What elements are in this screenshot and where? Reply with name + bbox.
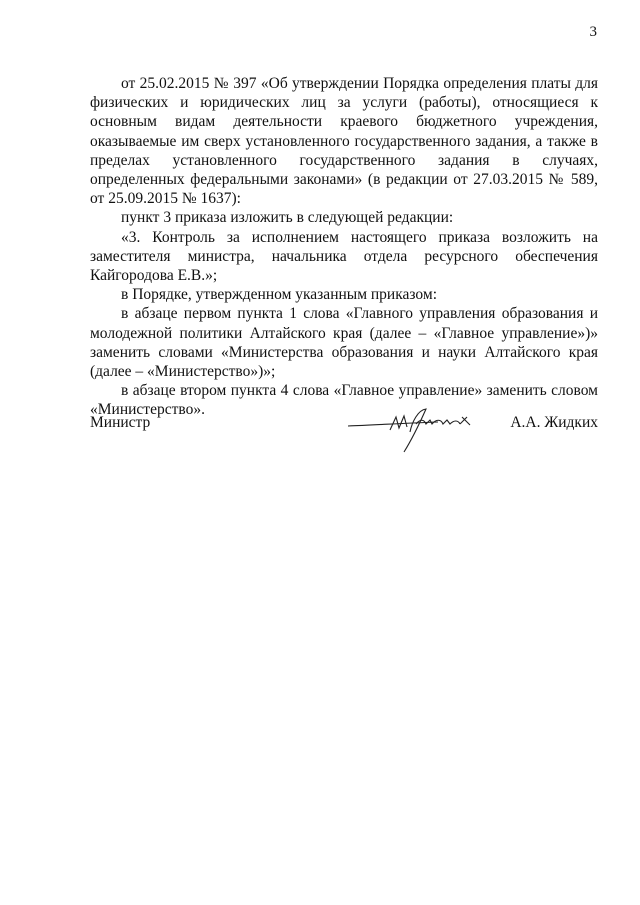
signatory-name: А.А. Жидких (510, 414, 598, 431)
paragraph-item-4-change: в абзаце втором пункта 4 слова «Главное управление» заменить словом «Министерство». (90, 382, 598, 419)
handwritten-signature (346, 408, 496, 454)
paragraph-procedure-intro: в Порядке, утвержденном указанным приказом: (121, 286, 437, 304)
page-number: 3 (589, 24, 597, 40)
document-body (90, 74, 598, 420)
signatory-title: Министр (90, 414, 151, 431)
paragraph-item-3-intro: пункт 3 приказа изложить в следующей редакции: (121, 209, 454, 227)
signature-block (90, 414, 598, 474)
paragraph-order-reference: от 25.02.2015 № 397 «Об утверждении Порядка определения платы для физических и юридических лиц за услуги (работы), относящиеся к основным видам деятельности краевого бюджетного учреждения, оказываемые им сверх установленного государственного задания, а также в пределах установленного государственного задания в случаях, определенных федеральными законами» (в редакции от 27.03.2015 № 589, от 25.09.2015 № 1637): (90, 75, 598, 208)
paragraph-item-1-change: в абзаце первом пункта 1 слова «Главного управления образования и молодежной политики Алтайского края (далее – «Главное управление»)» заменить словами «Министерства образования и науки Алтайского края (далее – «Министерство»)»; (90, 305, 598, 381)
paragraph-item-3-text: «3. Контроль за исполнением настоящего приказа возложить на заместителя министра, начальника отдела ресурсного обеспечения Кайгородова Е.В.»; (90, 228, 598, 285)
